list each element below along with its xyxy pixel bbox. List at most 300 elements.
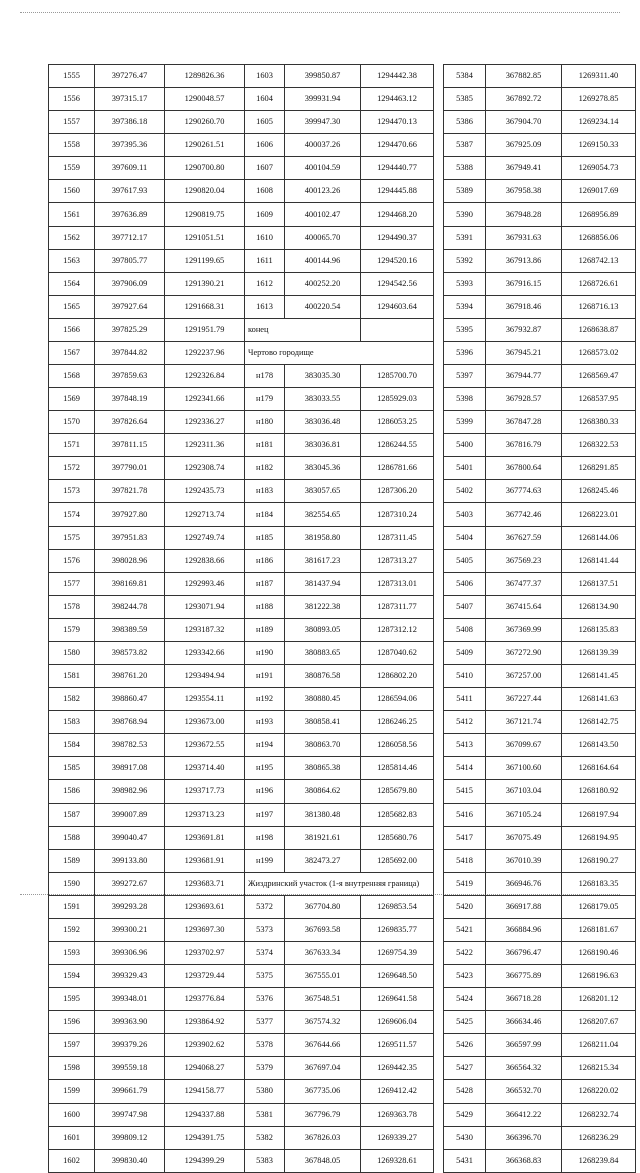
table-row (245, 1080, 434, 1103)
point-number-cell: 5373 (245, 918, 285, 941)
x-coordinate-cell: 380858.41 (285, 711, 361, 734)
table-row (49, 341, 245, 364)
x-coordinate-cell: 383036.48 (285, 411, 361, 434)
x-coordinate-cell: 399007.89 (95, 803, 165, 826)
point-number-cell: 1582 (49, 688, 95, 711)
x-coordinate-cell: 367958.38 (486, 180, 562, 203)
table-row (245, 757, 434, 780)
point-number-cell: 1589 (49, 849, 95, 872)
y-coordinate-cell: 1269835.77 (361, 918, 434, 941)
x-coordinate-cell: 380893.05 (285, 618, 361, 641)
y-coordinate-cell: 1268956.89 (562, 203, 636, 226)
y-coordinate-cell: 1269328.61 (361, 1149, 434, 1172)
table-row (49, 434, 245, 457)
y-coordinate-cell: 1292326.84 (165, 365, 245, 388)
point-number-cell: 5380 (245, 1080, 285, 1103)
x-coordinate-cell: 397790.01 (95, 457, 165, 480)
table-row (444, 595, 636, 618)
table-row (245, 111, 434, 134)
y-coordinate-cell: 1268638.87 (562, 318, 636, 341)
table-row (444, 1103, 636, 1126)
point-number-cell: н184 (245, 503, 285, 526)
table-row (444, 849, 636, 872)
y-coordinate-cell: 1286053.25 (361, 411, 434, 434)
table-row (245, 134, 434, 157)
x-coordinate-cell: 381437.94 (285, 572, 361, 595)
y-coordinate-cell: 1269853.54 (361, 895, 434, 918)
x-coordinate-cell: 366368.83 (486, 1149, 562, 1172)
point-number-cell: 1610 (245, 226, 285, 249)
y-coordinate-cell: 1269442.35 (361, 1057, 434, 1080)
table-row (49, 665, 245, 688)
x-coordinate-cell: 366946.76 (486, 872, 562, 895)
table-row (245, 941, 434, 964)
y-coordinate-cell: 1293717.73 (165, 780, 245, 803)
point-number-cell: 1579 (49, 618, 95, 641)
table-row (49, 1103, 245, 1126)
point-number-cell: н189 (245, 618, 285, 641)
point-number-cell: 5405 (444, 549, 486, 572)
x-coordinate-cell: 367945.21 (486, 341, 562, 364)
x-coordinate-cell: 367697.04 (285, 1057, 361, 1080)
table-row (245, 918, 434, 941)
x-coordinate-cell: 383036.81 (285, 434, 361, 457)
y-coordinate-cell: 1286058.56 (361, 734, 434, 757)
x-coordinate-cell: 367704.80 (285, 895, 361, 918)
point-number-cell: 5414 (444, 757, 486, 780)
point-number-cell: 5396 (444, 341, 486, 364)
table-row (444, 895, 636, 918)
y-coordinate-cell: 1291668.31 (165, 295, 245, 318)
y-coordinate-cell: 1285814.46 (361, 757, 434, 780)
x-coordinate-cell: 367948.28 (486, 203, 562, 226)
table-row (444, 203, 636, 226)
y-coordinate-cell: 1268190.46 (562, 941, 636, 964)
y-coordinate-cell: 1286802.20 (361, 665, 434, 688)
table-row (444, 803, 636, 826)
x-coordinate-cell: 367121.74 (486, 711, 562, 734)
table-row (49, 688, 245, 711)
point-number-cell: 1591 (49, 895, 95, 918)
y-coordinate-cell: 1294470.66 (361, 134, 434, 157)
y-coordinate-cell: 1268144.06 (562, 526, 636, 549)
point-number-cell: 5376 (245, 988, 285, 1011)
x-coordinate-cell: 367816.79 (486, 434, 562, 457)
table-row (444, 665, 636, 688)
x-coordinate-cell: 367826.03 (285, 1126, 361, 1149)
x-coordinate-cell: 383035.30 (285, 365, 361, 388)
y-coordinate-cell: 1289826.36 (165, 65, 245, 88)
y-coordinate-cell: 1294442.38 (361, 65, 434, 88)
y-coordinate-cell: 1268322.53 (562, 434, 636, 457)
point-number-cell: 5413 (444, 734, 486, 757)
y-coordinate-cell: 1290820.04 (165, 180, 245, 203)
y-coordinate-cell: 1293729.44 (165, 965, 245, 988)
y-coordinate-cell: 1269363.78 (361, 1103, 434, 1126)
x-coordinate-cell: 380876.58 (285, 665, 361, 688)
point-number-cell: 1613 (245, 295, 285, 318)
x-coordinate-cell: 383045.36 (285, 457, 361, 480)
x-coordinate-cell: 397826.64 (95, 411, 165, 434)
y-coordinate-cell: 1294463.12 (361, 88, 434, 111)
table-row (245, 595, 434, 618)
table-row (49, 895, 245, 918)
y-coordinate-cell: 1292336.27 (165, 411, 245, 434)
table-row (444, 780, 636, 803)
point-number-cell: 1566 (49, 318, 95, 341)
y-coordinate-cell: 1287313.27 (361, 549, 434, 572)
y-coordinate-cell: 1291199.65 (165, 249, 245, 272)
point-number-cell: н183 (245, 480, 285, 503)
y-coordinate-cell: 1269606.04 (361, 1011, 434, 1034)
point-number-cell: 5428 (444, 1080, 486, 1103)
x-coordinate-cell: 367257.00 (486, 665, 562, 688)
x-coordinate-cell: 367735.06 (285, 1080, 361, 1103)
x-coordinate-cell: 400102.47 (285, 203, 361, 226)
y-coordinate-cell: 1269412.42 (361, 1080, 434, 1103)
x-coordinate-cell: 367633.34 (285, 941, 361, 964)
y-coordinate-cell: 1293691.81 (165, 826, 245, 849)
table-row (444, 1034, 636, 1057)
table-row (444, 295, 636, 318)
table-row (245, 157, 434, 180)
table-row (49, 111, 245, 134)
x-coordinate-cell: 398389.59 (95, 618, 165, 641)
point-number-cell: 1609 (245, 203, 285, 226)
point-number-cell: 5398 (444, 388, 486, 411)
y-coordinate-cell: 1268726.61 (562, 272, 636, 295)
point-number-cell: 1584 (49, 734, 95, 757)
x-coordinate-cell: 367847.28 (486, 411, 562, 434)
y-coordinate-cell: 1286244.55 (361, 434, 434, 457)
x-coordinate-cell: 367099.67 (486, 734, 562, 757)
x-coordinate-cell: 366718.28 (486, 988, 562, 1011)
x-coordinate-cell: 367644.66 (285, 1034, 361, 1057)
x-coordinate-cell: 397927.80 (95, 503, 165, 526)
table-row (49, 88, 245, 111)
point-number-cell: 1597 (49, 1034, 95, 1057)
x-coordinate-cell: 367848.05 (285, 1149, 361, 1172)
x-coordinate-cell: 399850.87 (285, 65, 361, 88)
x-coordinate-cell: 397848.19 (95, 388, 165, 411)
point-number-cell: 5393 (444, 272, 486, 295)
x-coordinate-cell: 381958.80 (285, 526, 361, 549)
x-coordinate-cell: 367555.01 (285, 965, 361, 988)
table-row (49, 618, 245, 641)
x-coordinate-cell: 366775.89 (486, 965, 562, 988)
table-row (49, 1011, 245, 1034)
y-coordinate-cell: 1269511.57 (361, 1034, 434, 1057)
x-coordinate-cell: 399661.79 (95, 1080, 165, 1103)
point-number-cell: 5415 (444, 780, 486, 803)
y-coordinate-cell: 1292713.74 (165, 503, 245, 526)
table-row (444, 1011, 636, 1034)
y-coordinate-cell: 1287311.77 (361, 595, 434, 618)
x-coordinate-cell: 367627.59 (486, 526, 562, 549)
x-coordinate-cell: 367103.04 (486, 780, 562, 803)
x-coordinate-cell: 367100.60 (486, 757, 562, 780)
table-row (49, 941, 245, 964)
y-coordinate-cell: 1287040.62 (361, 641, 434, 664)
y-coordinate-cell: 1292308.74 (165, 457, 245, 480)
y-coordinate-cell: 1294068.27 (165, 1057, 245, 1080)
point-number-cell: 5431 (444, 1149, 486, 1172)
section-title-cell: Чертово городище (245, 341, 434, 364)
x-coordinate-cell: 381380.48 (285, 803, 361, 826)
x-coordinate-cell: 367882.85 (486, 65, 562, 88)
x-coordinate-cell: 399747.98 (95, 1103, 165, 1126)
point-number-cell: 1607 (245, 157, 285, 180)
point-number-cell: 1608 (245, 180, 285, 203)
point-number-cell: 1557 (49, 111, 95, 134)
table-row (49, 965, 245, 988)
table-row (444, 65, 636, 88)
table-row (245, 526, 434, 549)
table-row (49, 65, 245, 88)
point-number-cell: 5385 (444, 88, 486, 111)
y-coordinate-cell: 1290819.75 (165, 203, 245, 226)
x-coordinate-cell: 397844.82 (95, 341, 165, 364)
x-coordinate-cell: 367774.63 (486, 480, 562, 503)
y-coordinate-cell: 1268135.83 (562, 618, 636, 641)
point-number-cell: 5375 (245, 965, 285, 988)
point-number-cell: 1573 (49, 480, 95, 503)
point-number-cell: 1586 (49, 780, 95, 803)
point-number-cell: 1561 (49, 203, 95, 226)
table-row (49, 411, 245, 434)
x-coordinate-cell: 397906.09 (95, 272, 165, 295)
point-number-cell: н195 (245, 757, 285, 780)
table-row (49, 134, 245, 157)
table-row (245, 1011, 434, 1034)
table-row (444, 180, 636, 203)
point-number-cell: 5426 (444, 1034, 486, 1057)
table-row (49, 757, 245, 780)
x-coordinate-cell: 399329.43 (95, 965, 165, 988)
point-number-cell: н192 (245, 688, 285, 711)
x-coordinate-cell: 367010.39 (486, 849, 562, 872)
point-number-cell: 1560 (49, 180, 95, 203)
point-number-cell: н194 (245, 734, 285, 757)
table-row (245, 480, 434, 503)
point-number-cell: 1604 (245, 88, 285, 111)
table-row (49, 503, 245, 526)
point-number-cell: 1577 (49, 572, 95, 595)
table-row (245, 803, 434, 826)
point-number-cell: 5422 (444, 941, 486, 964)
table-row (444, 941, 636, 964)
end-marker-cell: конец (245, 318, 361, 341)
y-coordinate-cell: 1268139.39 (562, 641, 636, 664)
point-number-cell: 5417 (444, 826, 486, 849)
point-number-cell: 5409 (444, 641, 486, 664)
table-row (49, 157, 245, 180)
x-coordinate-cell: 367928.57 (486, 388, 562, 411)
section-title-cell: Жиздринский участок (1-я внутренняя граница) (245, 872, 434, 895)
table-row (245, 272, 434, 295)
point-number-cell: 5388 (444, 157, 486, 180)
y-coordinate-cell: 1293187.32 (165, 618, 245, 641)
table-row (49, 572, 245, 595)
table-row (444, 826, 636, 849)
y-coordinate-cell: 1293713.23 (165, 803, 245, 826)
table-row (444, 1149, 636, 1172)
x-coordinate-cell: 397386.18 (95, 111, 165, 134)
point-number-cell: 5384 (444, 65, 486, 88)
x-coordinate-cell: 382473.27 (285, 849, 361, 872)
table-row (444, 457, 636, 480)
table-row (245, 1057, 434, 1080)
x-coordinate-cell: 398782.53 (95, 734, 165, 757)
y-coordinate-cell: 1268856.06 (562, 226, 636, 249)
x-coordinate-cell: 399947.30 (285, 111, 361, 134)
y-coordinate-cell: 1293864.92 (165, 1011, 245, 1034)
x-coordinate-cell: 366412.22 (486, 1103, 562, 1126)
y-coordinate-cell: 1290048.57 (165, 88, 245, 111)
table-row (49, 1080, 245, 1103)
point-number-cell: 1580 (49, 641, 95, 664)
y-coordinate-cell: 1268201.12 (562, 988, 636, 1011)
point-number-cell: 1592 (49, 918, 95, 941)
table-row (49, 595, 245, 618)
x-coordinate-cell: 367904.70 (486, 111, 562, 134)
y-coordinate-cell: 1293673.00 (165, 711, 245, 734)
y-coordinate-cell: 1291390.21 (165, 272, 245, 295)
x-coordinate-cell: 380865.38 (285, 757, 361, 780)
y-coordinate-cell: 1293683.71 (165, 872, 245, 895)
point-number-cell: 5392 (444, 249, 486, 272)
x-coordinate-cell: 383033.55 (285, 388, 361, 411)
y-coordinate-cell: 1268716.13 (562, 295, 636, 318)
y-coordinate-cell: 1294470.13 (361, 111, 434, 134)
table-row (245, 388, 434, 411)
x-coordinate-cell: 397395.36 (95, 134, 165, 157)
point-number-cell: 1601 (49, 1126, 95, 1149)
point-number-cell: н191 (245, 665, 285, 688)
x-coordinate-cell: 397821.78 (95, 480, 165, 503)
point-number-cell: 1567 (49, 341, 95, 364)
table-row (245, 641, 434, 664)
x-coordinate-cell: 367796.79 (285, 1103, 361, 1126)
table-row (245, 249, 434, 272)
table-row (245, 618, 434, 641)
point-number-cell: н181 (245, 434, 285, 457)
x-coordinate-cell: 399363.90 (95, 1011, 165, 1034)
y-coordinate-cell: 1268207.67 (562, 1011, 636, 1034)
y-coordinate-cell: 1286246.25 (361, 711, 434, 734)
point-number-cell: 1611 (245, 249, 285, 272)
x-coordinate-cell: 397859.63 (95, 365, 165, 388)
point-number-cell: н199 (245, 849, 285, 872)
table-row (245, 849, 434, 872)
x-coordinate-cell: 381222.38 (285, 595, 361, 618)
y-coordinate-cell: 1268194.95 (562, 826, 636, 849)
x-coordinate-cell: 381921.61 (285, 826, 361, 849)
point-number-cell: 1562 (49, 226, 95, 249)
table-row (245, 180, 434, 203)
table-row (444, 1126, 636, 1149)
point-number-cell: 5387 (444, 134, 486, 157)
y-coordinate-cell: 1268141.63 (562, 688, 636, 711)
point-number-cell: 5408 (444, 618, 486, 641)
x-coordinate-cell: 398244.78 (95, 595, 165, 618)
point-number-cell: 1612 (245, 272, 285, 295)
y-coordinate-cell: 1268190.27 (562, 849, 636, 872)
table-row (49, 549, 245, 572)
table-row (444, 618, 636, 641)
table-row (245, 988, 434, 1011)
y-coordinate-cell: 1292435.73 (165, 480, 245, 503)
point-number-cell: 1570 (49, 411, 95, 434)
x-coordinate-cell: 400123.26 (285, 180, 361, 203)
point-number-cell: 1576 (49, 549, 95, 572)
coordinates-table-left (48, 64, 245, 1173)
point-number-cell: 1602 (49, 1149, 95, 1172)
point-number-cell: н178 (245, 365, 285, 388)
point-number-cell: 5424 (444, 988, 486, 1011)
y-coordinate-cell: 1285929.03 (361, 388, 434, 411)
table-row (49, 988, 245, 1011)
point-number-cell: 1606 (245, 134, 285, 157)
x-coordinate-cell: 367925.09 (486, 134, 562, 157)
point-number-cell: 5423 (444, 965, 486, 988)
point-number-cell: н179 (245, 388, 285, 411)
table-row (49, 480, 245, 503)
point-number-cell: 1574 (49, 503, 95, 526)
table-row (245, 1034, 434, 1057)
table-row (245, 365, 434, 388)
table-row (49, 849, 245, 872)
x-coordinate-cell: 367742.46 (486, 503, 562, 526)
point-number-cell: н182 (245, 457, 285, 480)
x-coordinate-cell: 367477.37 (486, 572, 562, 595)
table-row (49, 457, 245, 480)
point-number-cell: 5382 (245, 1126, 285, 1149)
point-number-cell: 5372 (245, 895, 285, 918)
y-coordinate-cell: 1285700.70 (361, 365, 434, 388)
table-row (444, 572, 636, 595)
table-row (245, 1149, 434, 1172)
y-coordinate-cell: 1287306.20 (361, 480, 434, 503)
y-coordinate-cell: 1290700.80 (165, 157, 245, 180)
y-coordinate-cell: 1268211.04 (562, 1034, 636, 1057)
x-coordinate-cell: 398982.96 (95, 780, 165, 803)
table-row (49, 388, 245, 411)
table-row (245, 549, 434, 572)
table-row (444, 411, 636, 434)
point-number-cell: 1605 (245, 111, 285, 134)
table-row (49, 203, 245, 226)
table-row (444, 365, 636, 388)
table-row (245, 665, 434, 688)
point-number-cell: 5412 (444, 711, 486, 734)
table-row (444, 734, 636, 757)
y-coordinate-cell: 1293714.40 (165, 757, 245, 780)
x-coordinate-cell: 398169.81 (95, 572, 165, 595)
point-number-cell: н193 (245, 711, 285, 734)
y-coordinate-cell: 1285682.83 (361, 803, 434, 826)
table-row (245, 688, 434, 711)
x-coordinate-cell: 366396.70 (486, 1126, 562, 1149)
x-coordinate-cell: 366884.96 (486, 918, 562, 941)
x-coordinate-cell: 367800.64 (486, 457, 562, 480)
table-row (49, 1057, 245, 1080)
point-number-cell: 5403 (444, 503, 486, 526)
table-row (49, 318, 245, 341)
point-number-cell: 1596 (49, 1011, 95, 1034)
x-coordinate-cell: 399272.67 (95, 872, 165, 895)
point-number-cell: н180 (245, 411, 285, 434)
